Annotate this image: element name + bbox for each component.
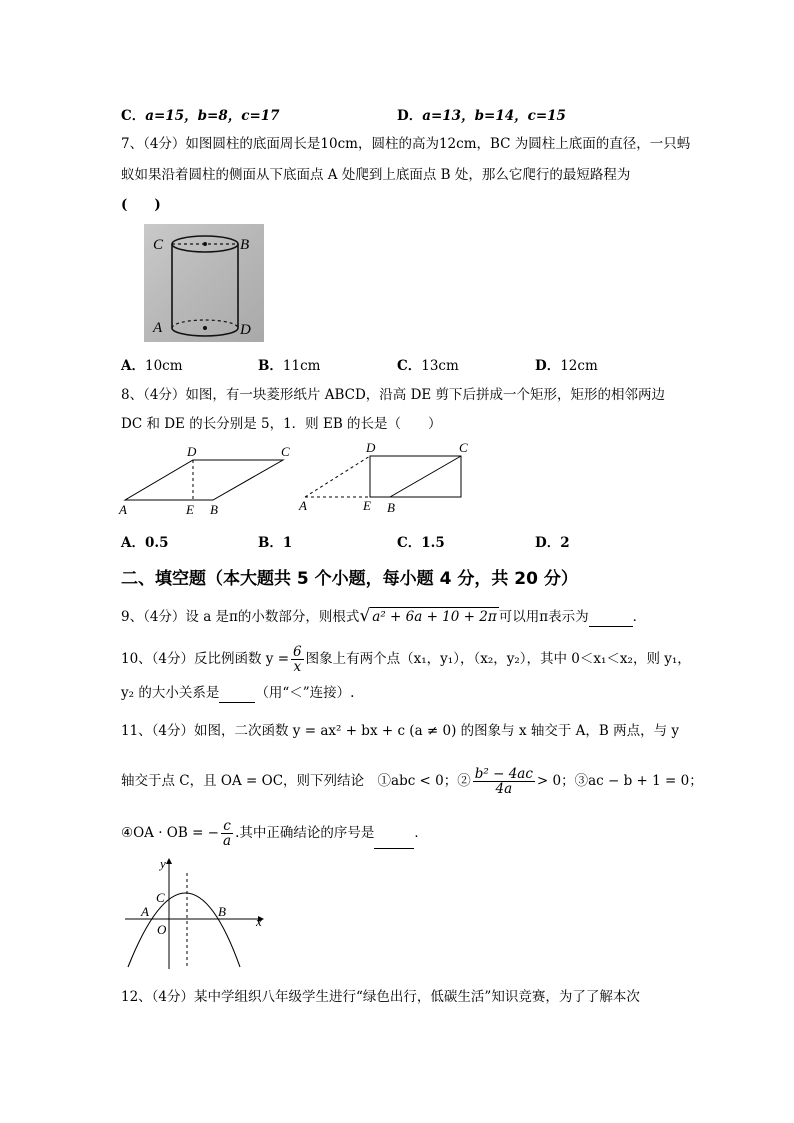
q6-option-d: [397, 104, 566, 124]
fig2-label-b: B: [387, 500, 395, 515]
section-heading-fill-blank: 二、填空题（本大题共 5 个小题，每小题 4 分，共 20 分）: [121, 569, 578, 589]
rhombus-figures: [115, 440, 615, 520]
q8-stem-line1: 8、（4分）如图，有一块菱形纸片 ABCD，沿高 DE 剪下后拼成一个矩形，矩形的相邻两边: [121, 387, 666, 403]
parabola-graph: [120, 855, 270, 975]
q10-line2: y₂ 的大小关系是 （用“＜”连接）.: [121, 685, 355, 701]
cylinder-photo: [144, 224, 264, 342]
fig1-label-b: B: [210, 502, 218, 517]
q7-option-b: B．11cm: [258, 358, 321, 374]
option-text: a=13，b=14，c=15: [422, 108, 566, 124]
q11-fraction: $\frac{\text{b² − 4ac}}{4a}$: [474, 766, 533, 797]
q8-stem-line2: DC 和 DE 的长分别是 5，1．则 EB 的长是（ ）: [121, 416, 442, 432]
label-c: C: [153, 237, 164, 253]
q9-radicand: a² + 6a + 10 + 2π: [372, 609, 497, 625]
q7-option-d: D．12cm: [535, 358, 598, 374]
option-label: D．: [397, 108, 423, 124]
fig2-label-a: A: [299, 498, 307, 513]
graph-label-y: y: [160, 856, 166, 871]
q7-option-c: C．13cm: [397, 358, 459, 374]
q7-option-a: A．10cm: [121, 358, 183, 374]
q6-option-c: [121, 104, 280, 124]
q8-option-d: D．2: [535, 535, 570, 551]
fig2-label-c: C: [459, 440, 468, 455]
q7-stem-line2: 蚁如果沿着圆柱的侧面从下底面点 A 处爬到上底面点 B 处，那么它爬行的最短路程为: [121, 167, 631, 183]
q9-line: 9、（4分）设 a 是π的小数部分，则根式√ a² + 6a + 10 + 2π 可以用π表示为 ．: [121, 606, 647, 626]
q10-line1: 10、（4分）反比例函数 y = $\frac{6}{x}$ 图象上有两个点（x₁，y₁），（x₂，y₂），其中 0＜x₁＜x₂，则 y₁，: [121, 644, 691, 675]
option-label: C．: [121, 108, 146, 124]
fig2-label-d: D: [366, 440, 376, 455]
q8-option-c: C．1.5: [397, 535, 445, 551]
q11-fraction-c-over-a: $\frac{c}{a}$: [223, 818, 232, 849]
graph-label-x: x: [256, 914, 262, 929]
graph-label-b: B: [218, 904, 226, 919]
q8-option-a: A．0.5: [121, 535, 169, 551]
label-d: D: [240, 322, 251, 338]
fig1-label-a: A: [119, 502, 127, 517]
graph-label-a: A: [141, 904, 149, 919]
option-text: a=15，b=8，c=17: [145, 108, 280, 124]
label-a: A: [153, 320, 163, 336]
fig1-label-d: D: [187, 444, 197, 459]
q7-stem-line1: 7、（4分）如图圆柱的底面周长是10cm，圆柱的高为12cm，BC 为圆柱上底面的直径，一只蚂: [121, 136, 691, 152]
fig1-label-c: C: [281, 444, 290, 459]
q11-line2: 轴交于点 C，且 OA = OC，则下列结论 ①abc < 0；② $\frac{\text{b² − 4ac}}{4a}$ > 0；③ac − b + 1 = 0；: [121, 766, 703, 797]
q12-line1: 12、（4分）某中学组织八年级学生进行“绿色出行，低碳生活”知识竞赛，为了了解本次: [121, 989, 640, 1005]
q10-answer-blank[interactable]: [219, 684, 255, 703]
q8-option-b: B．1: [258, 535, 293, 551]
label-b: B: [240, 237, 250, 253]
graph-label-c: C: [156, 890, 165, 905]
cylinder-figure: [144, 224, 264, 342]
q10-fraction: $\frac{6}{x}$: [293, 644, 302, 675]
q9-answer-blank[interactable]: [589, 608, 633, 627]
q11-line1: 11、（4分）如图，二次函数 y = ax² + bx + c (a ≠ 0) 的图象与 x 轴交于 A，B 两点，与 y: [121, 723, 680, 739]
graph-label-o: O: [157, 922, 167, 937]
fig1-label-e: E: [186, 502, 194, 517]
fig2-label-e: E: [363, 498, 371, 513]
q11-answer-blank[interactable]: [374, 818, 414, 849]
q11-line3: ④OA · OB = − $\frac{c}{a}$ .其中正确结论的序号是 ．: [121, 818, 428, 849]
q7-answer-paren: ( ): [121, 197, 161, 213]
